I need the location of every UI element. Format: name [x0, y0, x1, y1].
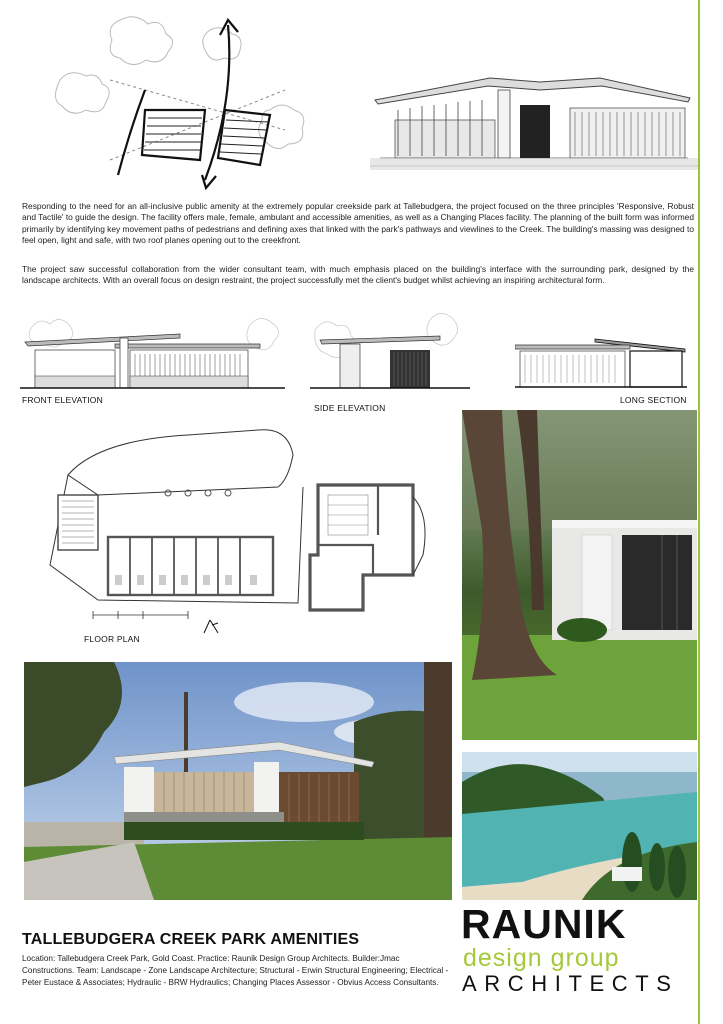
project-title: TALLEBUDGERA CREEK PARK AMENITIES [22, 931, 360, 948]
logo-architects: ARCHITECTS [462, 971, 679, 996]
amenities-building-photo [24, 662, 452, 900]
park-tree-photo [462, 410, 697, 740]
perspective-sketch [370, 60, 698, 190]
front-elevation-label: FRONT ELEVATION [22, 395, 103, 405]
aerial-creek-photo [462, 752, 697, 900]
project-credits: Location: Tallebudgera Creek Park, Gold Coast. Practice: Raunik Design Group Architects. Builder:Jmac Constructions. Team: Landscape - Zone Landscape Architecture; Structural - Erwin Structural Engineering; Electrical - Peter Eustace & Associates; Hydraulic - BRW Hydraulics; Changing Places Assessor - Obvius Access Consultants. [22, 954, 449, 988]
intro-paragraph-1: Responding to the need for an all-inclusive public amenity at the extremely popular creekside park at Tallebudgera, the project focused on the three principles 'Responsive, Robust and Tactile' to guide the design. The facility offers male, female, ambulant and accessible amenities, as well as a Changing Places facility. The planning of the built form was informed primarily by identifying key movement paths of pedestrians and defining axes that linked with the park's pathways and viewlines to the Creek. The building's massing was designed to feel open, light and safe, with two roof planes opening out to the creekfront. [22, 201, 695, 246]
accent-rule [698, 0, 700, 1024]
intro-paragraph-2: The project saw successful collaboration from the wider consultant team, with much emphasis placed on the building's interface with the surrounding park, designed by the landscape architects. With an overall focus on design restraint, the project successfully met the client's budget whilst achieving an inspiring architectural form. [22, 264, 694, 286]
logo-design-group: design group [463, 944, 620, 972]
side-elevation-drawing [310, 300, 470, 400]
long-section-label: LONG SECTION [620, 395, 687, 405]
concept-sketch [20, 10, 320, 190]
floor-plan-label: FLOOR PLAN [84, 634, 140, 644]
side-elevation-label: SIDE ELEVATION [314, 403, 386, 413]
front-elevation-drawing [20, 300, 290, 395]
long-section-drawing [515, 325, 690, 395]
logo-raunik: RAUNIK [461, 901, 627, 947]
floor-plan-drawing [38, 425, 433, 635]
